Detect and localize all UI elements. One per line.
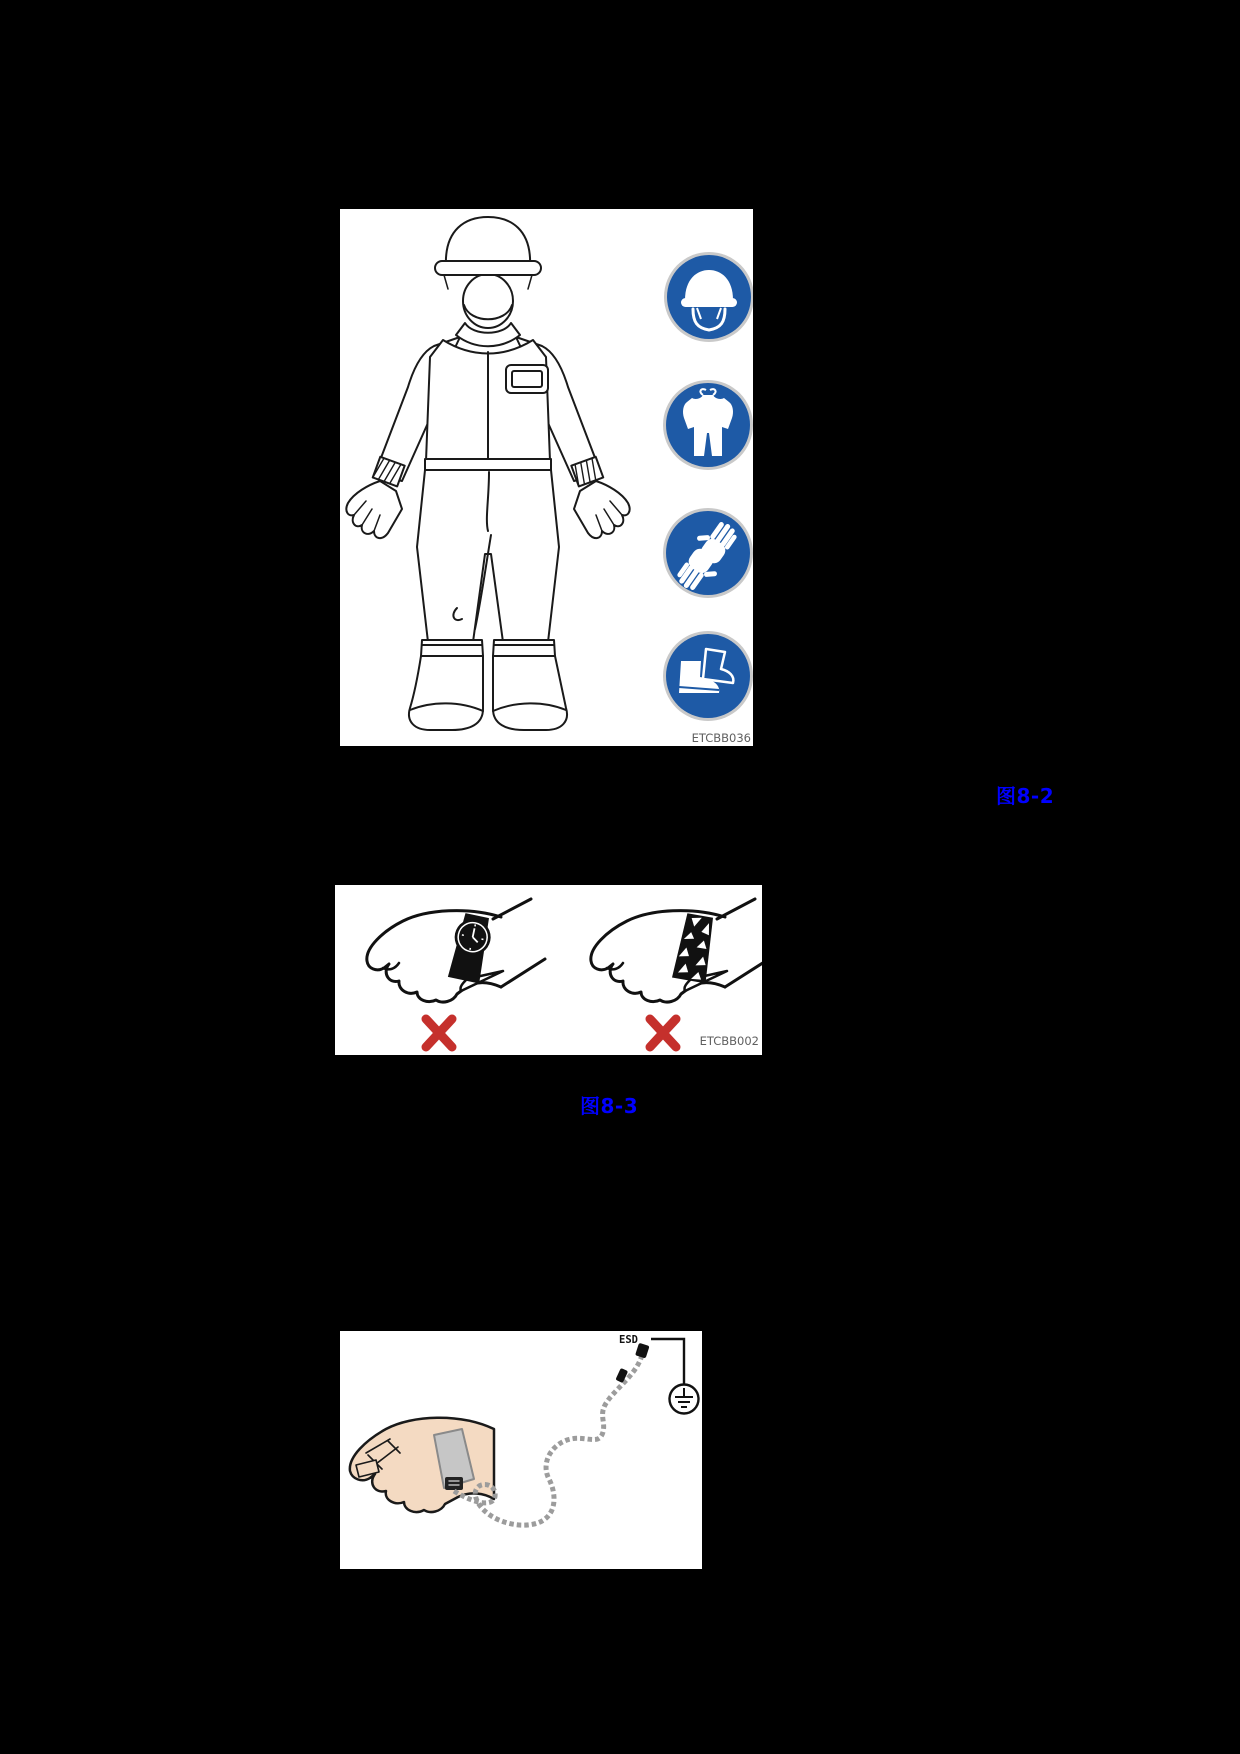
protective-clothing-icon (663, 380, 753, 470)
artwork-code-label: ETCBB002 (699, 1034, 759, 1048)
esd-hand-drawing (350, 1418, 494, 1512)
figure-8-3-link[interactable]: 图8-3 (580, 1094, 639, 1118)
figure-esd-panel (340, 1331, 702, 1569)
prohibited-cross-icon (650, 1019, 676, 1047)
artwork-code-label: ETCBB036 (691, 731, 751, 745)
fist-with-bracelet-drawing (591, 899, 762, 1047)
figure-ppe-panel (340, 209, 753, 746)
esd-label: ESD (619, 1334, 638, 1346)
ppe-figure-drawing (340, 209, 753, 746)
figure-8-2-link[interactable]: 图8-2 (996, 784, 1055, 808)
protective-boots-icon (663, 631, 753, 721)
prohibited-cross-icon (426, 1019, 452, 1047)
ground-symbol (651, 1339, 699, 1414)
safety-helmet-icon (664, 252, 753, 342)
fist-with-watch-drawing (367, 899, 545, 1047)
protective-gloves-icon (663, 508, 753, 599)
worker-drawing (346, 217, 629, 730)
no-jewelry-figure-drawing (335, 885, 762, 1055)
esd-strap-figure-drawing (340, 1331, 702, 1569)
figure-no-jewelry-panel (335, 885, 762, 1055)
